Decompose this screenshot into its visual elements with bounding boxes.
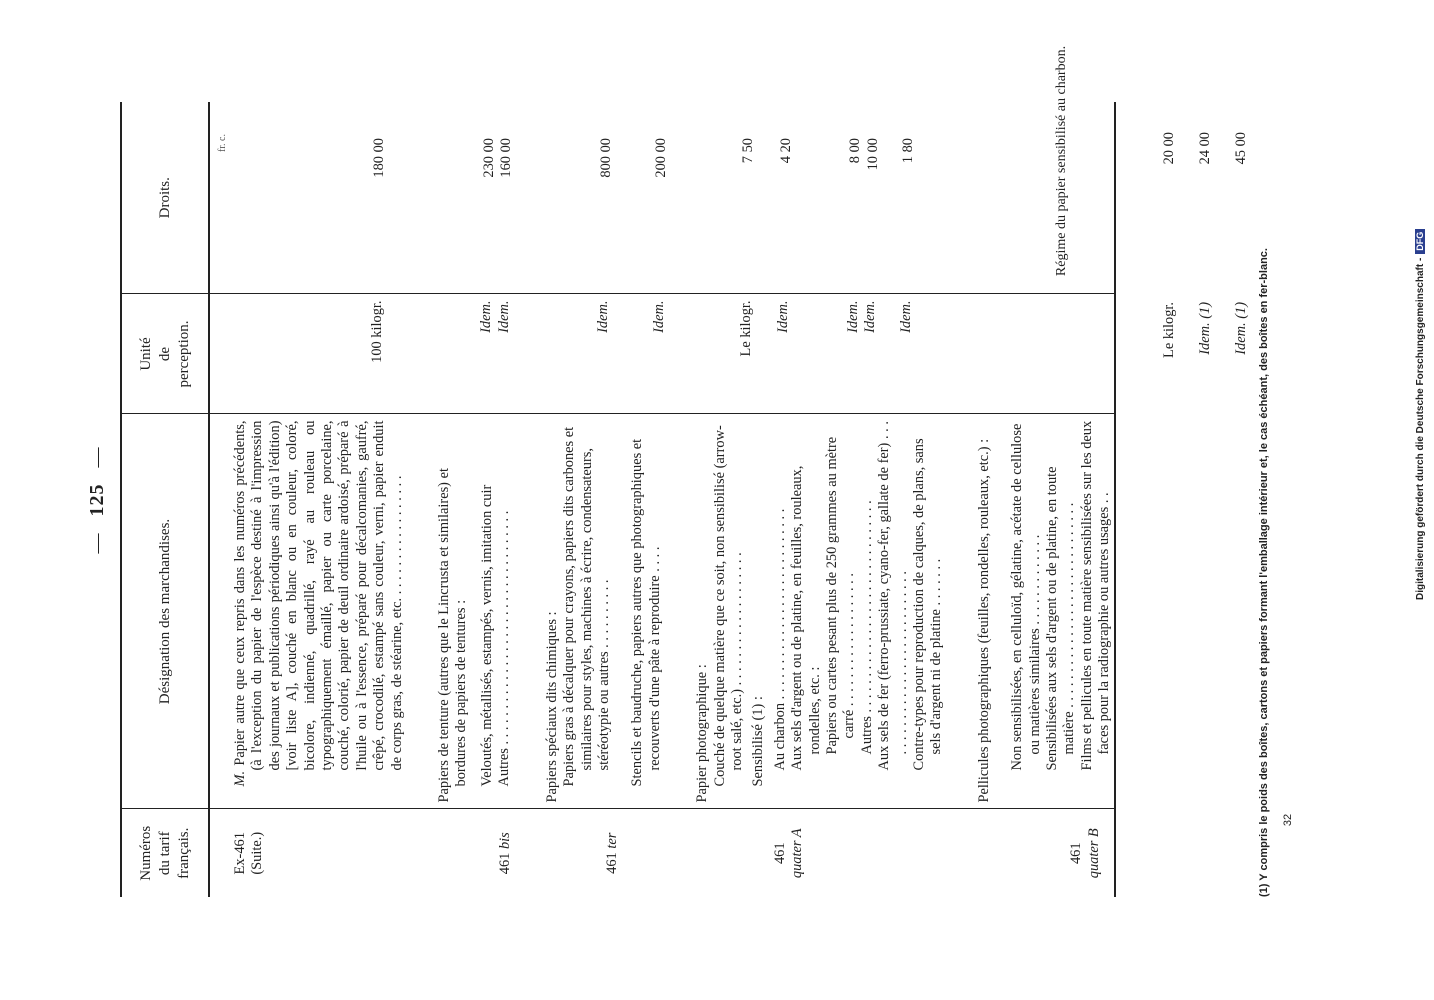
unit-461ter-sub2: Idem. bbox=[650, 300, 667, 333]
designation-461quaterA-f: Autres . . . . . . . . . . . . . . . . . . . . . . . . . . . . . . bbox=[858, 500, 875, 755]
units-461quaterB bbox=[1160, 302, 1250, 414]
num-461quaterB-suffix: quater B bbox=[1085, 828, 1102, 879]
designation-461quaterA-a: Couché de quelque matière que ce soit, non sensibilisé (arrow-root salé, etc.) . . . . . . . . . . . . . . . . . . . bbox=[711, 425, 745, 787]
footer-number: 32 bbox=[1282, 813, 1294, 827]
unit-461bis-sub2: Idem. bbox=[495, 300, 512, 333]
regime-461quaterA-h: Régime du papier sensibilisé au charbon. bbox=[1054, 45, 1069, 277]
dfg-logo: DFG bbox=[1415, 229, 1425, 254]
num-ex461-suite: (Suite.) bbox=[249, 831, 266, 875]
num-461ter bbox=[604, 816, 621, 892]
num-ex461 bbox=[232, 816, 267, 892]
designation-ex461-prefix: M. bbox=[232, 770, 248, 787]
designation-461quaterA-b: Sensibilisé (1) : bbox=[750, 696, 767, 787]
num-461quaterA bbox=[772, 816, 807, 892]
designation-461quaterA-c: Au charbon . . . . . . . . . . . . . . . . . . . . . . . . . . . bbox=[771, 508, 788, 771]
designation-461quaterA-heading: Papier photographique : bbox=[694, 664, 711, 803]
footnote: (1) Y compris le poids des boîtes, cartons et papiers formant l'emballage intérieur et, le cas échéant, des boîtes en fer-blanc. bbox=[1258, 248, 1270, 897]
header-numeros-line-3: français. bbox=[175, 827, 192, 879]
header-designation: Désignation des marchandises. bbox=[121, 414, 209, 809]
header-unite-line-2: de bbox=[156, 346, 173, 362]
column-unite bbox=[209, 294, 1115, 414]
unit-461quaterA-c: Idem. bbox=[775, 300, 792, 333]
header-numeros bbox=[121, 809, 209, 897]
designation-461quaterA-g: Aux sels de fer (ferro-prussiate, cyano-fer, gallate de fer) . . . . . . . . . . . . . . . . . . . . . . . . . . . . . bbox=[876, 421, 910, 771]
num-461quaterB-main: 461 bbox=[1068, 842, 1085, 865]
duty-461bis-sub2: 160 00 bbox=[498, 138, 515, 178]
column-designation bbox=[209, 414, 1115, 809]
duty-461quaterA-a: 7 50 bbox=[740, 138, 757, 164]
designation-461quaterB-b: Sensibilisées aux sels d'argent ou de platine, en toute matière . . . . . . . . . . . . . . . . . . . . . . . . . . . . . bbox=[1044, 466, 1078, 771]
page-number bbox=[86, 380, 109, 620]
num-461bis-suffix: bis bbox=[496, 832, 513, 850]
header-droits: Droits. bbox=[121, 102, 209, 294]
duty-ex461: 180 00 bbox=[371, 138, 388, 178]
designation-ex461-text: Papier autre que ceux repris dans les numéros précédents, (à l'exception du papier de l'espèce destiné à l'impression des journaux et publications périodiques ainsi qu'à l'édition) [voir liste A], couché en blanc ou en couleur, coloré, bicolore, indienné, quadrillé, rayé au rouleau ou typographiquement émaillé, papier ou carte porcelaine, couché, colorié, papier de deuil ordinaire ardoisé, préparé à l'huile ou à l'essence, préparé pour décalcomanies, gaufré, crêpé, crocodilé, estampé sans couleur, verni, papier enduit de corps gras, de stéarine, etc. . . . . . . . . . . . . . . . . . bbox=[232, 420, 405, 771]
duties-461quaterB bbox=[1160, 132, 1250, 292]
unit-461quaterA-f: Idem. bbox=[862, 300, 879, 333]
tariff-table bbox=[120, 102, 1116, 897]
designation-461quaterA-d: Aux sels d'argent ou de platine, en feuilles, rouleaux, rondelles, etc. : bbox=[789, 465, 823, 771]
unit-461quaterB-b: Idem. (1) bbox=[1197, 302, 1213, 355]
unit-461quaterA-g: Idem. bbox=[897, 300, 914, 333]
designation-ex461 bbox=[232, 421, 406, 803]
duty-461bis-sub1: 230 00 bbox=[480, 138, 497, 178]
digitization-credit bbox=[1415, 15, 1426, 600]
column-droits bbox=[209, 102, 1115, 294]
page-number-dash-right: — bbox=[86, 446, 108, 468]
page-number-dash-left: — bbox=[86, 532, 108, 554]
page-number-value: 125 bbox=[86, 483, 108, 517]
duty-461quaterB-b: 24 00 bbox=[1197, 132, 1213, 165]
num-461bis bbox=[497, 816, 514, 892]
duty-461ter-sub1: 800 00 bbox=[597, 138, 614, 178]
designation-461quaterB-heading: Pellicules photographiques (feuilles, rondelles, rouleaux, etc.) : bbox=[975, 438, 992, 803]
duty-461quaterA-c: 4 20 bbox=[777, 138, 794, 164]
column-numeros bbox=[209, 809, 1115, 897]
designation-461ter-heading: Papiers spéciaux dits chimiques : bbox=[543, 611, 560, 803]
unit-461quaterA-a: Le kilogr. bbox=[738, 300, 755, 357]
duty-461ter-sub2: 200 00 bbox=[653, 138, 670, 178]
designation-461quaterA-h: Contre-types pour reproduction de calques, de plans, sans sels d'argent ni de platine . . . . . . . bbox=[911, 438, 945, 771]
unit-461ter-sub1: Idem. bbox=[595, 300, 612, 333]
duty-461quaterA-f: 10 00 bbox=[864, 138, 881, 171]
duty-461quaterB-c: 45 00 bbox=[1233, 132, 1249, 165]
duty-461quaterA-g: 1 80 bbox=[900, 138, 917, 164]
duty-461quaterB-a: 20 00 bbox=[1161, 132, 1177, 165]
num-ex461-main: Ex-461 bbox=[232, 832, 248, 875]
designation-461bis-heading: Papiers de tenture (autres que le Lincrusta et similaires) et bordures de papiers de tentures : bbox=[436, 468, 470, 803]
header-numeros-line-2: du tarif bbox=[156, 831, 173, 876]
designation-461quaterB-c: Films et pellicules en toute matière sensibilisées sur les deux faces pour la radiographie ou autres usages . . bbox=[1078, 420, 1113, 771]
designation-461ter-sub1: Papiers gras à décalquer pour crayons, papiers dits carbones et similaires pour styles, machines à écrire, condensateurs, stéréotypie ou autres . . . . . . . . . . bbox=[561, 426, 612, 787]
num-461quaterA-main: 461 bbox=[771, 842, 788, 865]
currency-header: fr. c. bbox=[217, 134, 228, 153]
num-461quaterA-suffix: quater A bbox=[789, 828, 806, 879]
header-numeros-line-1: Numéros bbox=[137, 825, 154, 881]
num-461ter-main: 461 bbox=[604, 852, 621, 874]
num-461bis-main: 461 bbox=[496, 852, 513, 875]
designation-461bis-sub2: Autres . . . . . . . . . . . . . . . . . . . . . . . . . . . . . . . . . bbox=[496, 510, 513, 787]
duty-461quaterA-e: 8 00 bbox=[847, 138, 864, 164]
header-unite bbox=[121, 294, 209, 414]
table-row-body bbox=[209, 102, 1115, 897]
header-row bbox=[121, 102, 209, 897]
header-unite-line-1: Unité bbox=[137, 337, 154, 371]
unit-461quaterB-a: Le kilogr. bbox=[1161, 302, 1177, 358]
designation-461quaterB-a: Non sensibilisées, en celluloïd, gélatine, acétate de cellulose ou matières similaires . . . . . . . . . . . . . bbox=[1009, 423, 1043, 771]
digitization-credit-text: Digitalisierung gefördert durch die Deutsche Forschungsgemeinschaft - bbox=[1415, 257, 1426, 600]
unit-ex461: 100 kilogr. bbox=[369, 300, 385, 363]
unit-461bis-sub1: Idem. bbox=[478, 300, 495, 333]
header-unite-line-3: perception. bbox=[175, 320, 192, 388]
designation-461quaterA-e: Papiers ou cartes pesant plus de 250 grammes au mètre carré . . . . . . . . . . . . . . . . . . . bbox=[823, 436, 858, 755]
unit-461quaterA-e: Idem. bbox=[844, 300, 861, 333]
designation-461ter-sub2: Stencils et baudruche, papiers autres que photographiques et recouverts d'une pâte à reproduire . . . . bbox=[629, 438, 663, 787]
designation-461bis-sub1: Veloutés, métallisés, estampés, vernis, imitation cuir bbox=[478, 484, 495, 787]
unit-461quaterB-c: Idem. (1) bbox=[1233, 302, 1249, 355]
num-461ter-suffix: ter bbox=[604, 832, 621, 849]
num-461quaterB bbox=[1068, 816, 1103, 892]
